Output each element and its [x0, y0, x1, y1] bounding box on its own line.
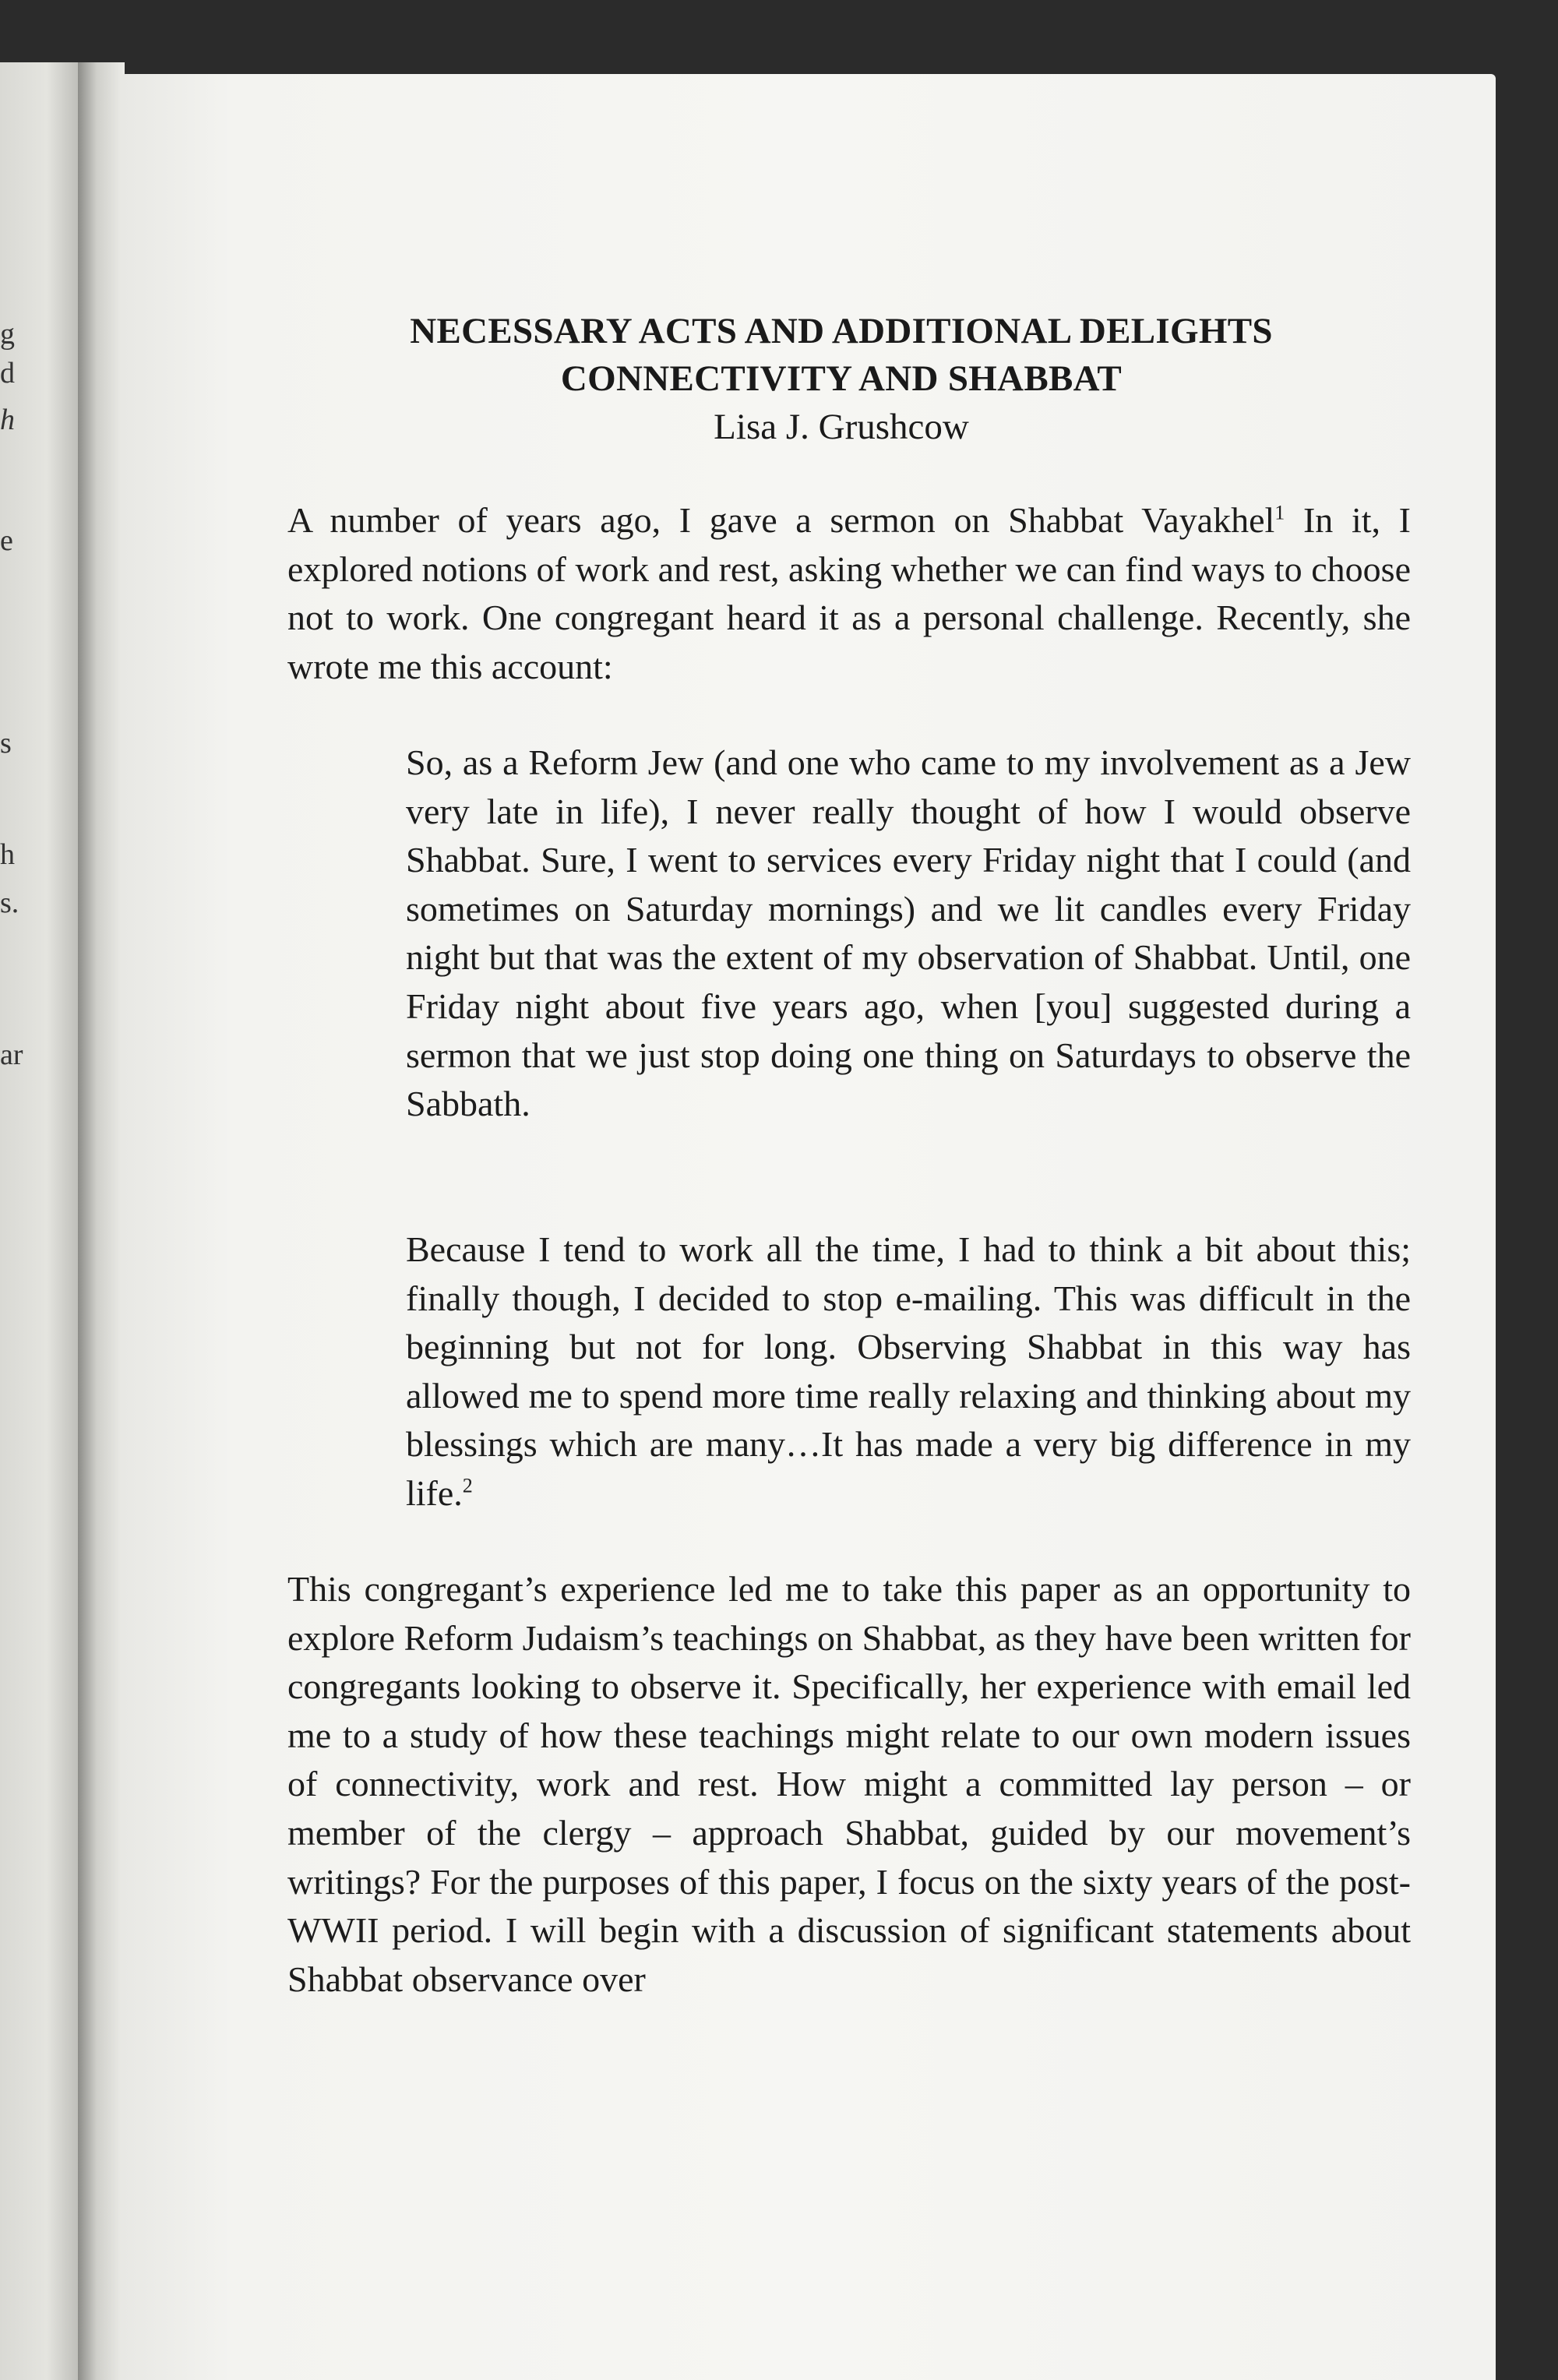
article-author: Lisa J. Grushcow — [714, 407, 969, 447]
edge-letter: d — [0, 357, 15, 390]
block-quote-2 — [406, 1225, 1411, 1518]
body-paragraph: This congregant’s experience led me to take this paper as an opportunity to explore Reform Judaism’s teachings on Shabbat, as they have been written for congregants looking to observe it. Specifically, her experience with email led me to a study of how these teachings might relate to our own modern issues of connectivity, work and rest. How might a committed lay person – or member of the clergy – approach Shabbat, guided by our movement’s writings? For the purposes of this paper, I focus on the sixty years of the post-WWII period. I will begin with a discussion of significant statements about Shabbat observance over — [287, 1569, 1411, 1999]
block-quote-1: So, as a Reform Jew (and one who came to my involvement as a Jew very late in life), I never really thought of how I would observe Shabbat. Sure, I went to services every Friday night that I could (and sometimes on Saturday mornings) and we lit candles every Friday night but that was the extent of my observation of Shabbat. Until, one Friday night about five years ago, when [you] suggested during a sermon that we just stop doing one thing on Saturdays to observe the Sabbath. — [406, 742, 1411, 1124]
edge-letter: h — [0, 404, 15, 436]
article-title-line1: NECESSARY ACTS AND ADDITIONAL DELIGHTS — [410, 311, 1273, 351]
intro-paragraph — [287, 496, 1411, 691]
edge-letter: ar — [0, 1038, 23, 1071]
book-page — [121, 74, 1496, 2380]
title-block — [121, 308, 1558, 451]
footnote-marker: 1 — [1274, 501, 1285, 524]
intro-text-rest: In it, I explored notions of work and rest, asking whether we can find ways to choose not to work. One congregant heard it as a personal challenge. Recently, she wrote me this account: — [287, 500, 1411, 686]
edge-letter: h — [0, 838, 15, 871]
edge-letter: e — [0, 524, 13, 557]
edge-letter: g — [0, 318, 15, 351]
edge-letter: s — [0, 727, 12, 760]
article-title-line2: CONNECTIVITY AND SHABBAT — [560, 358, 1123, 399]
edge-letter: s. — [0, 887, 19, 919]
intro-text: A number of years ago, I gave a sermon on Shabbat Vayakhel — [287, 500, 1275, 540]
facing-page-edge — [0, 62, 78, 2380]
book-spine — [78, 62, 125, 2380]
quote-text: Because I tend to work all the time, I had to think a bit about this; finally though, I decided to stop e-mailing. This was difficult in the beginning but not for long. Observing Shabbat in this way has allowed me to spend more time really relaxing and thinking about my blessings which are many…It has made a very big difference in my life. — [406, 1229, 1411, 1513]
footnote-marker: 2 — [462, 1474, 473, 1497]
